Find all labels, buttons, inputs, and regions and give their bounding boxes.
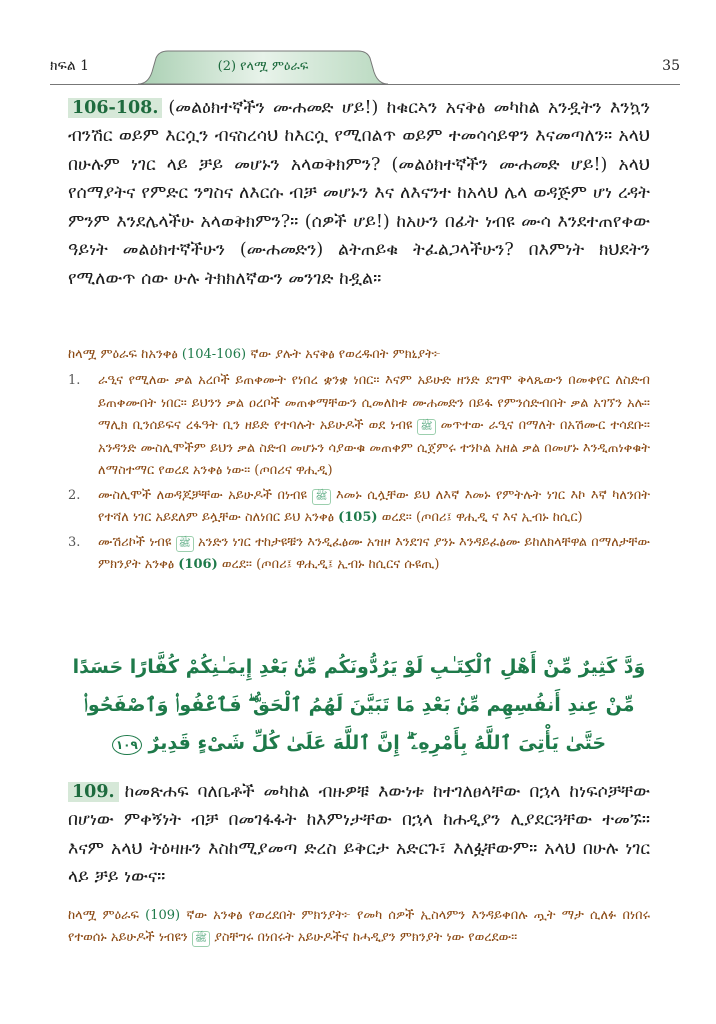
pbuh-icon: ﷺ	[192, 931, 210, 947]
reason-item	[68, 485, 650, 530]
ayah-number-marker: ١٠٩	[112, 735, 142, 755]
note-text: ኛው አንቀፅ የወረደበት ምክንያት፦ የመካ ሰዎች ኢስላምን እንዳይቀበሉ ጧት ማታ ሲለፉ በነበሩ የተወሰኑ አይሁዶች ነብዩን	[68, 908, 651, 945]
chapter-label: ክፍል 1	[50, 58, 90, 74]
chapter-title: (2) የላሟ ምዕራፍ	[217, 59, 309, 74]
reason-text-cont: እመኑ ሲሏቸው ይህ ለእኛ እመኑ የምትሉት ነገር እኮ እኛ ካለንበት የተሻለ ነገር አይደለም ይሏቸው ስለነበር ይህ አንቀፅ	[98, 487, 650, 525]
reason-note-109	[68, 905, 650, 949]
reason-number: 1.	[68, 373, 81, 388]
note-prefix: ከላሟ ምዕራፍ ከአንቀፅ	[68, 347, 178, 362]
reason-text-cont: አንድን ነገር ተከታዩቹን እንዲፈፅሙ አዝዞ እንደገና ያንኑ እንዳይፈፅሙ ይከለክላቸዋል በማለታቸው ምክንያት አንቀፅ	[98, 534, 650, 572]
verse-reference: (106)	[178, 557, 218, 572]
verse-text: (መልዕክተኛችን ሙሐመድ ሆይ!) ከቁርኣን አናቅፅ መካከል አንዷትን እንኳን ብንሽር ወይም እርሷን ብናስረሳህ ከእርሷ የሚበልጥ ወይም ተመሳሳይዋን እናመጣለን። አላህ በሁሉም ነገር ላይ ቻይ መሆኑን አላወቅክምን? (መልዕክተኛችን ሙሐመድ ሆይ!) አላህ የሰማያትና የምድር ንግስና ለእርሱ ብቻ መሆኑን እና ለእናንተ ከአላህ ሌላ ወዳጅም ሆነ ረዳት ምንም እንደሌላችሁ አላወቅክምን?። (ሰዎች ሆይ!) ከአሁን በፊት ነብዩ ሙሳ እንደተጠየቀው ዓይነት መልዕክተኛችሁን (ሙሐመድን) ልትጠይቁ ትፈልጋላችሁን? በእምነት ክህደትን የሚለውጥ ሰው ሁሉ ትክክለኛውን መንገድ ከዷል።	[68, 97, 650, 289]
header-tab	[138, 50, 388, 85]
reason-text-cont: መጥተው ራዒና በማለት በአሽሙር ተሳደቡ። አንዳንድ ሙስሊሞችም ይህን ቃል ስድብ መሆኑን ሳያውቁ መጠቀም ሲጀምሩ ተንኮል አዘል ቃል በመሆኑ እንዲጠነቀቁት ለማስተማር የወረደ አንቀፅ ነው። (ጦበሪና ዋሒዲ)	[98, 418, 650, 478]
reason-citation: ወረደ። (ጦበሪ፤ ዋሒዲ ና እና ኢብኑ ከሲር)	[381, 510, 583, 525]
reason-text: ሙሽሪኮች ነብዩ	[98, 534, 172, 550]
note-suffix: ኛው ያሉት አናቅፅ የወረዱበት ምክኒያት፦	[250, 347, 441, 362]
verse-text: ከመጽሐፍ ባለቤቶች መካከል ብዙዎቹ እውነቱ ከተገለፀላቸው በኋላ ከነፍሶቻቸው በሆነው ምቀኝነት ብቻ በመገፋፋት ከእምነታቸው በኋላ ከሐዲያን ሊያደርጓቸው ተመኙ። እናም አላህ ትዕዛዙን እስከሚያመጣ ድረስ ይቅርታ አድርጉ፣ እለፏቸውም። አላህ በሁሉ ነገር ላይ ቻይ ነውና።	[68, 781, 650, 887]
note-text-cont: ያስቸግሩ በነበሩት አይሁዶችና ከሓዲያን ምክንያት ነው የወረደው።	[214, 930, 518, 945]
reason-item	[68, 370, 650, 483]
arabic-verse	[68, 648, 650, 762]
page-number: 35	[662, 58, 680, 74]
note-prefix: ከላሟ ምዕራፍ	[68, 908, 140, 923]
page-header	[50, 40, 680, 86]
verse-reference: (104-106)	[181, 347, 247, 362]
reason-intro-note	[68, 344, 650, 366]
reason-text: ራዒና የሚለው ቃል አረቦች ይጠቀሙት የነበረ ቋንቋ ነበር። እናም አይሁድ ዘንድ ደግሞ ቅላጼውን በመቀየር ለስድብ ይጠቀሙበት ነበር። ይህንን ቃል ዐረቦች መጠቀማቸውን ሲመለከቱ ሙሐመድን በይፋ የምንሰድብበት ቃል አገኘን አሉ። ማሊክ ቢንሰይፍና ረፋዓት ቢን ዘይድ የተባሉት አይሁዶች ወደ ነብዩ	[98, 373, 650, 433]
pbuh-icon: ﷺ	[312, 489, 330, 505]
reason-number: 3.	[68, 534, 81, 550]
reasons-list	[68, 370, 650, 579]
verse-reference: (109)	[145, 908, 181, 923]
reason-number: 2.	[68, 487, 81, 503]
verse-106-108-paragraph	[68, 94, 650, 294]
reason-citation: ወረደ። (ጦበሪ፤ ዋሒዲ፤ ኢብኑ ከሲርና ሱዩጢ)	[221, 557, 440, 572]
verse-number: 106-108.	[68, 98, 162, 118]
verse-reference: (105)	[338, 510, 378, 525]
verse-number: 109.	[68, 782, 119, 802]
verse-109-paragraph	[68, 778, 650, 892]
pbuh-icon: ﷺ	[176, 536, 194, 552]
reason-item	[68, 532, 650, 577]
pbuh-icon: ﷺ	[417, 419, 435, 435]
reason-text: ሙስሊሞች ለወዳጆቻቸው አይሁዶች በነብዩ	[98, 487, 307, 503]
arabic-verse-text: وَدَّ كَثِيرٌ مِّنْ أَهْلِ ٱلْكِتَـٰبِ لَوْ يَرُدُّونَكُم مِّنۢ بَعْدِ إِيمَـٰنِكُمْ كُفَّارًا حَسَدًا مِّنْ عِندِ أَنفُسِهِم مِّنۢ بَعْدِ مَا تَبَيَّنَ لَهُمُ ٱلْحَقُّ ۖ فَٱعْفُوا۟ وَٱصْفَحُوا۟ حَتَّىٰ يَأْتِىَ ٱللَّهُ بِأَمْرِهِۦٓ ۗ إِنَّ ٱللَّهَ عَلَىٰ كُلِّ شَىْءٍ قَدِيرٌ	[72, 656, 646, 754]
